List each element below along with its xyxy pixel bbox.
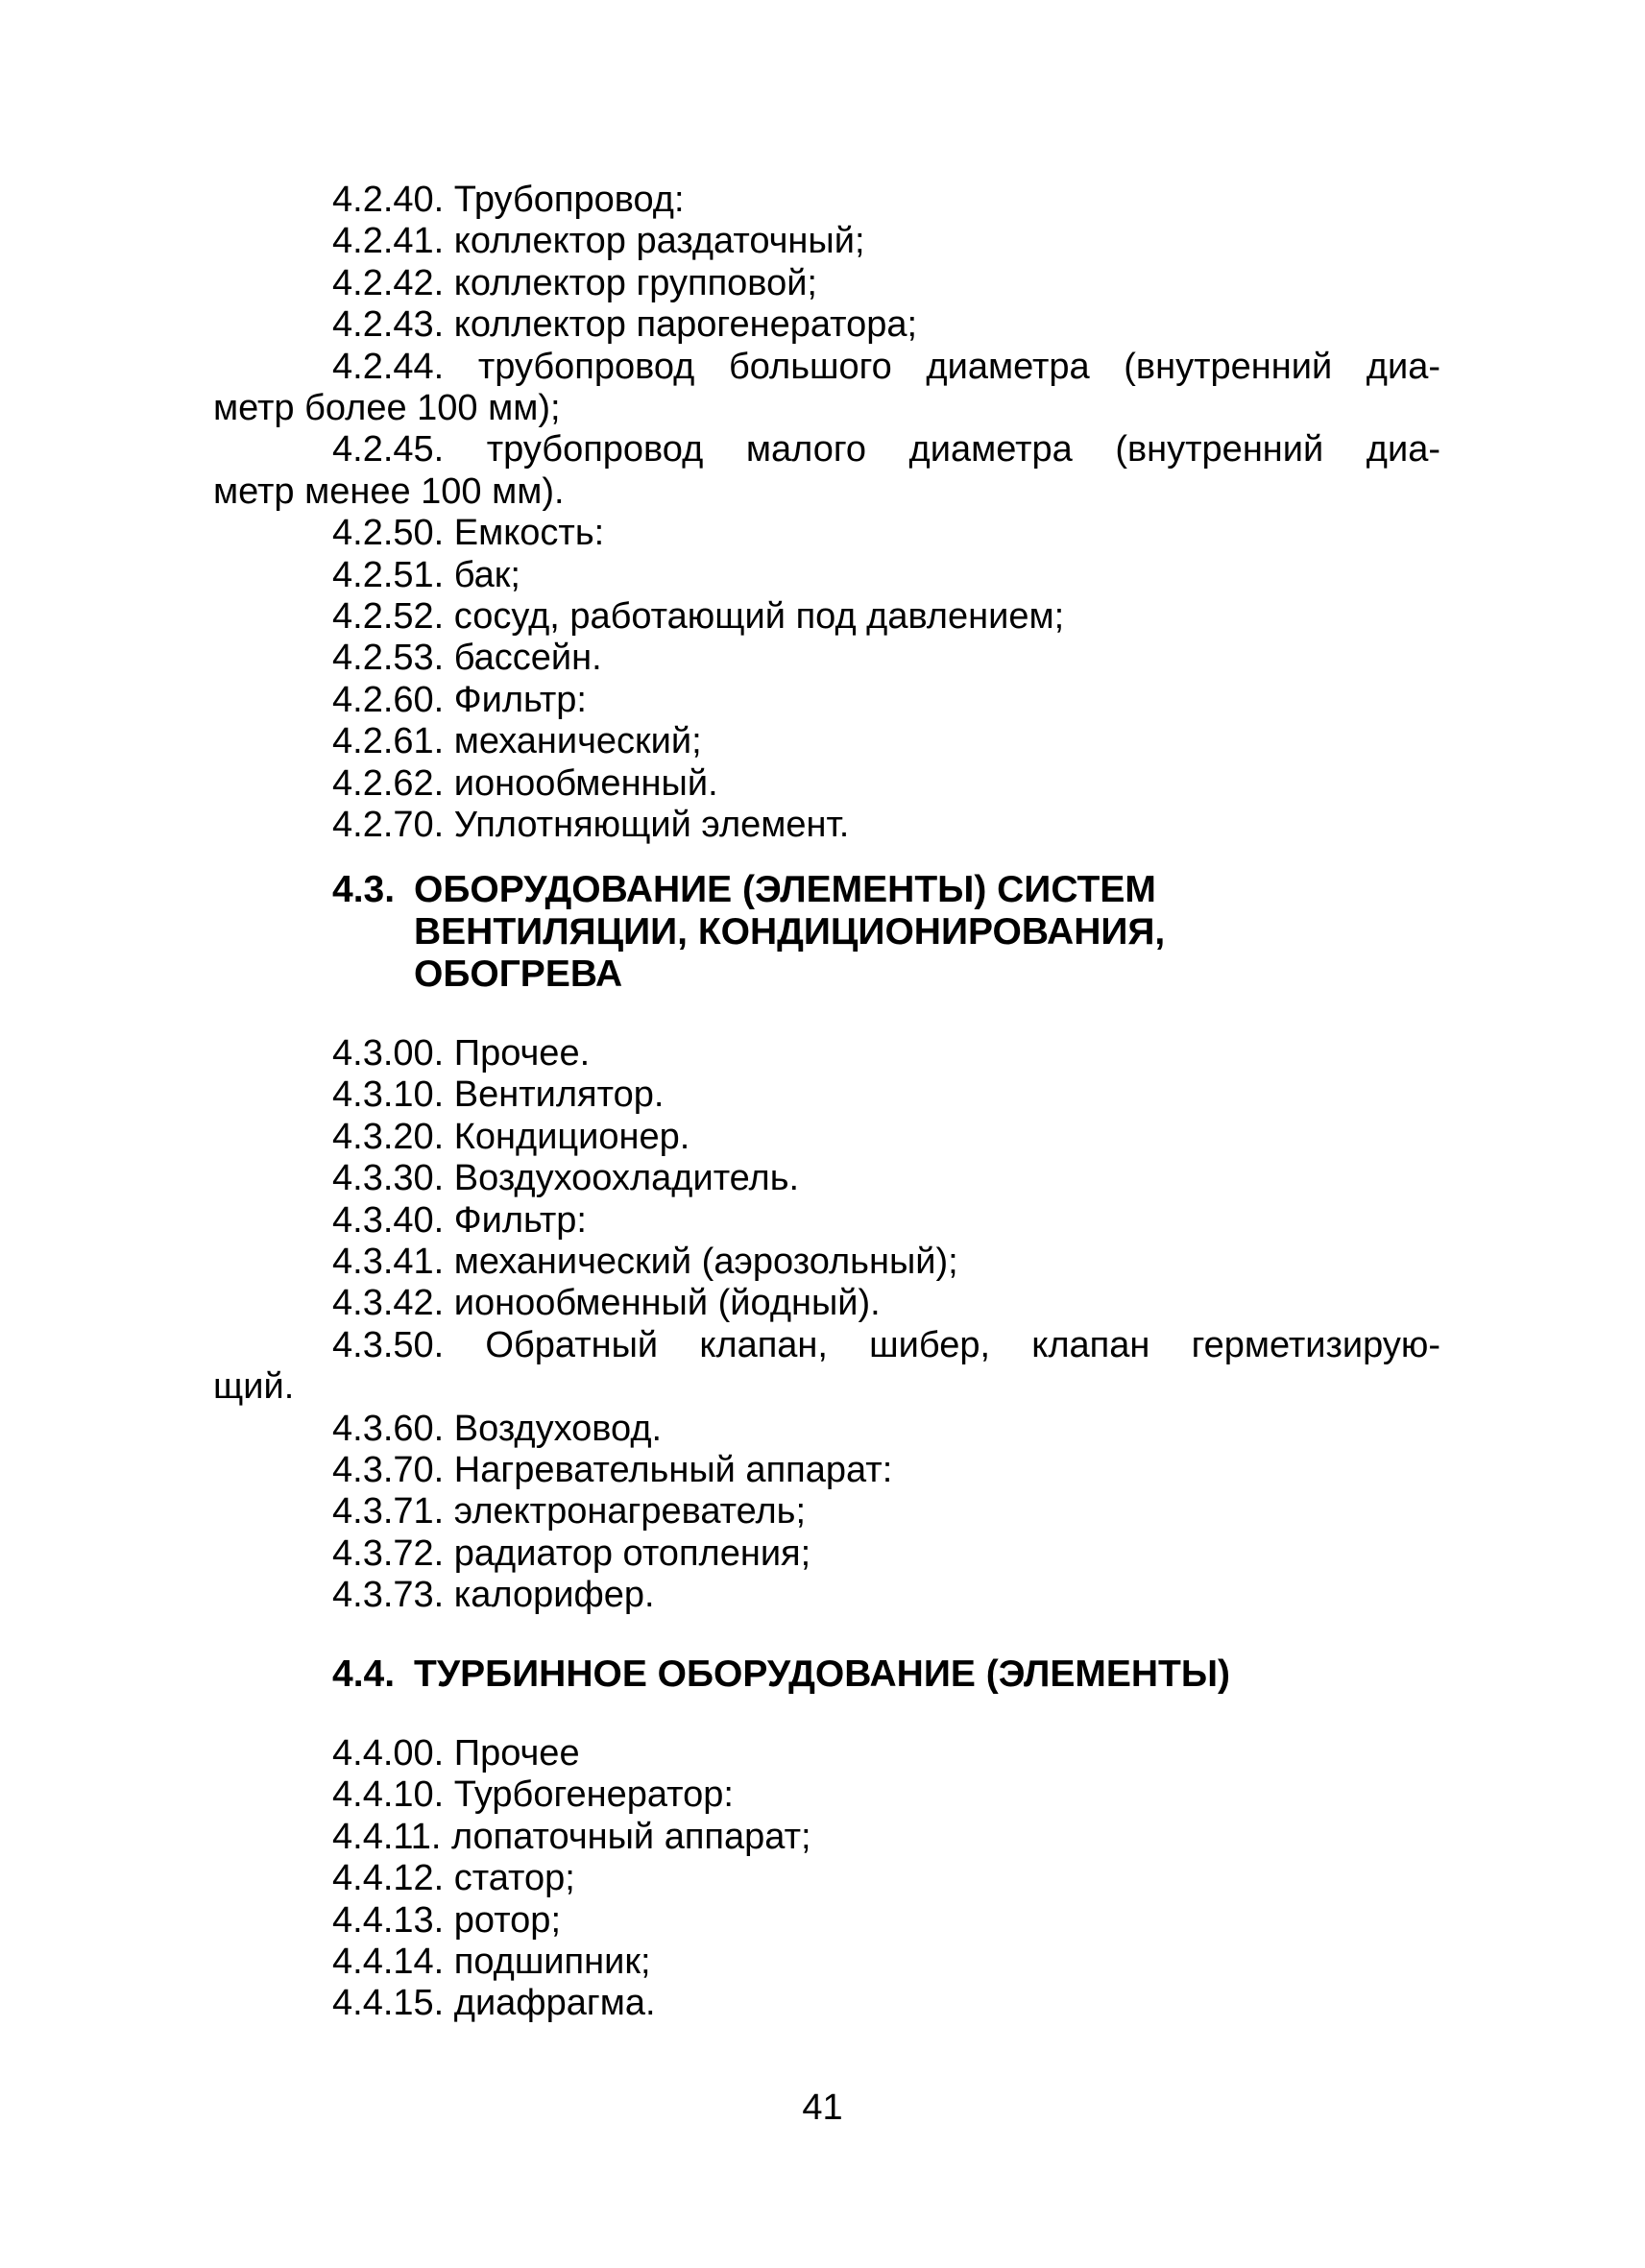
list-item: 4.3.41. механический (аэрозольный); [332, 1242, 958, 1283]
section-number: 4.3. [332, 869, 396, 910]
list-item: 4.4.12. статор; [332, 1858, 575, 1899]
section-4-2-list [213, 180, 1440, 847]
list-item: 4.2.41. коллектор раздаточный; [332, 221, 865, 262]
list-item-continuation: метр менее 100 мм). [213, 470, 565, 512]
list-item: 4.4.00. Прочее [332, 1733, 580, 1773]
list-item: 4.4.13. ротор; [332, 1899, 562, 1941]
section-4-3-list [213, 1033, 1440, 1617]
list-item-continuation: метр более 100 мм); [213, 388, 561, 429]
list-item: 4.2.61. механический; [332, 721, 702, 762]
page-number: 41 [802, 2087, 843, 2128]
list-item: 4.2.62. ионообменный. [332, 762, 718, 804]
list-item: 4.2.50. Емкость: [332, 513, 605, 554]
list-item: 4.3.60. Воздуховод. [332, 1408, 663, 1449]
list-item: 4.4.10. Турбогенератор: [332, 1774, 734, 1816]
list-item: 4.3.10. Вентилятор. [332, 1074, 665, 1116]
list-item: 4.3.00. Прочее. [332, 1033, 591, 1074]
heading-line: ОБОГРЕВА [414, 953, 623, 995]
list-item: 4.3.72. радиатор отопления; [332, 1532, 811, 1574]
list-item: 4.3.30. Воздухоохладитель. [332, 1158, 800, 1199]
list-item: 4.2.53. бассейн. [332, 638, 602, 679]
list-item: 4.2.60. Фильтр: [332, 679, 587, 720]
list-item: 4.2.70. Уплотняющий элемент. [332, 805, 850, 846]
section-4-4-list [213, 1733, 1440, 2025]
list-item: 4.2.40. Трубопровод: [332, 180, 685, 220]
list-item: 4.2.43. коллектор парогенератора; [332, 304, 918, 346]
heading-line: ВЕНТИЛЯЦИИ, КОНДИЦИОНИРОВАНИЯ, [414, 911, 1166, 953]
list-item-wrapped: 4.2.45. трубопровод малого диаметра (внутренний диа- [332, 429, 1440, 470]
list-item: 4.4.14. подшипник; [332, 1942, 651, 1983]
list-item-wrapped: 4.3.50. Обратный клапан, шибер, клапан герметизирую- [332, 1324, 1440, 1365]
list-item: 4.2.52. сосуд, работающий под давлением; [332, 596, 1065, 638]
heading-line: ОБОРУДОВАНИЕ (ЭЛЕМЕНТЫ) СИСТЕМ [414, 869, 1156, 910]
list-item: 4.3.20. Кондиционер. [332, 1116, 690, 1157]
list-item: 4.4.11. лопаточный аппарат; [332, 1816, 811, 1857]
heading-line: ТУРБИННОЕ ОБОРУДОВАНИЕ (ЭЛЕМЕНТЫ) [414, 1653, 1230, 1695]
list-item-continuation: щий. [213, 1366, 295, 1408]
list-item: 4.4.15. диафрагма. [332, 1983, 656, 2024]
list-item: 4.3.40. Фильтр: [332, 1199, 587, 1241]
list-item-wrapped: 4.2.44. трубопровод большого диаметра (внутренний диа- [332, 346, 1440, 387]
section-4-4-heading [332, 1653, 1293, 1696]
section-number: 4.4. [332, 1653, 396, 1695]
list-item: 4.2.51. бак; [332, 554, 520, 595]
list-item: 4.3.70. Нагревательный аппарат: [332, 1450, 893, 1491]
list-item: 4.3.73. калорифер. [332, 1575, 655, 1616]
list-item: 4.3.71. электронагреватель; [332, 1491, 807, 1532]
list-item: 4.3.42. ионообменный (йодный). [332, 1283, 881, 1324]
list-item: 4.2.42. коллектор групповой; [332, 262, 817, 303]
section-4-3-heading [332, 869, 1293, 996]
